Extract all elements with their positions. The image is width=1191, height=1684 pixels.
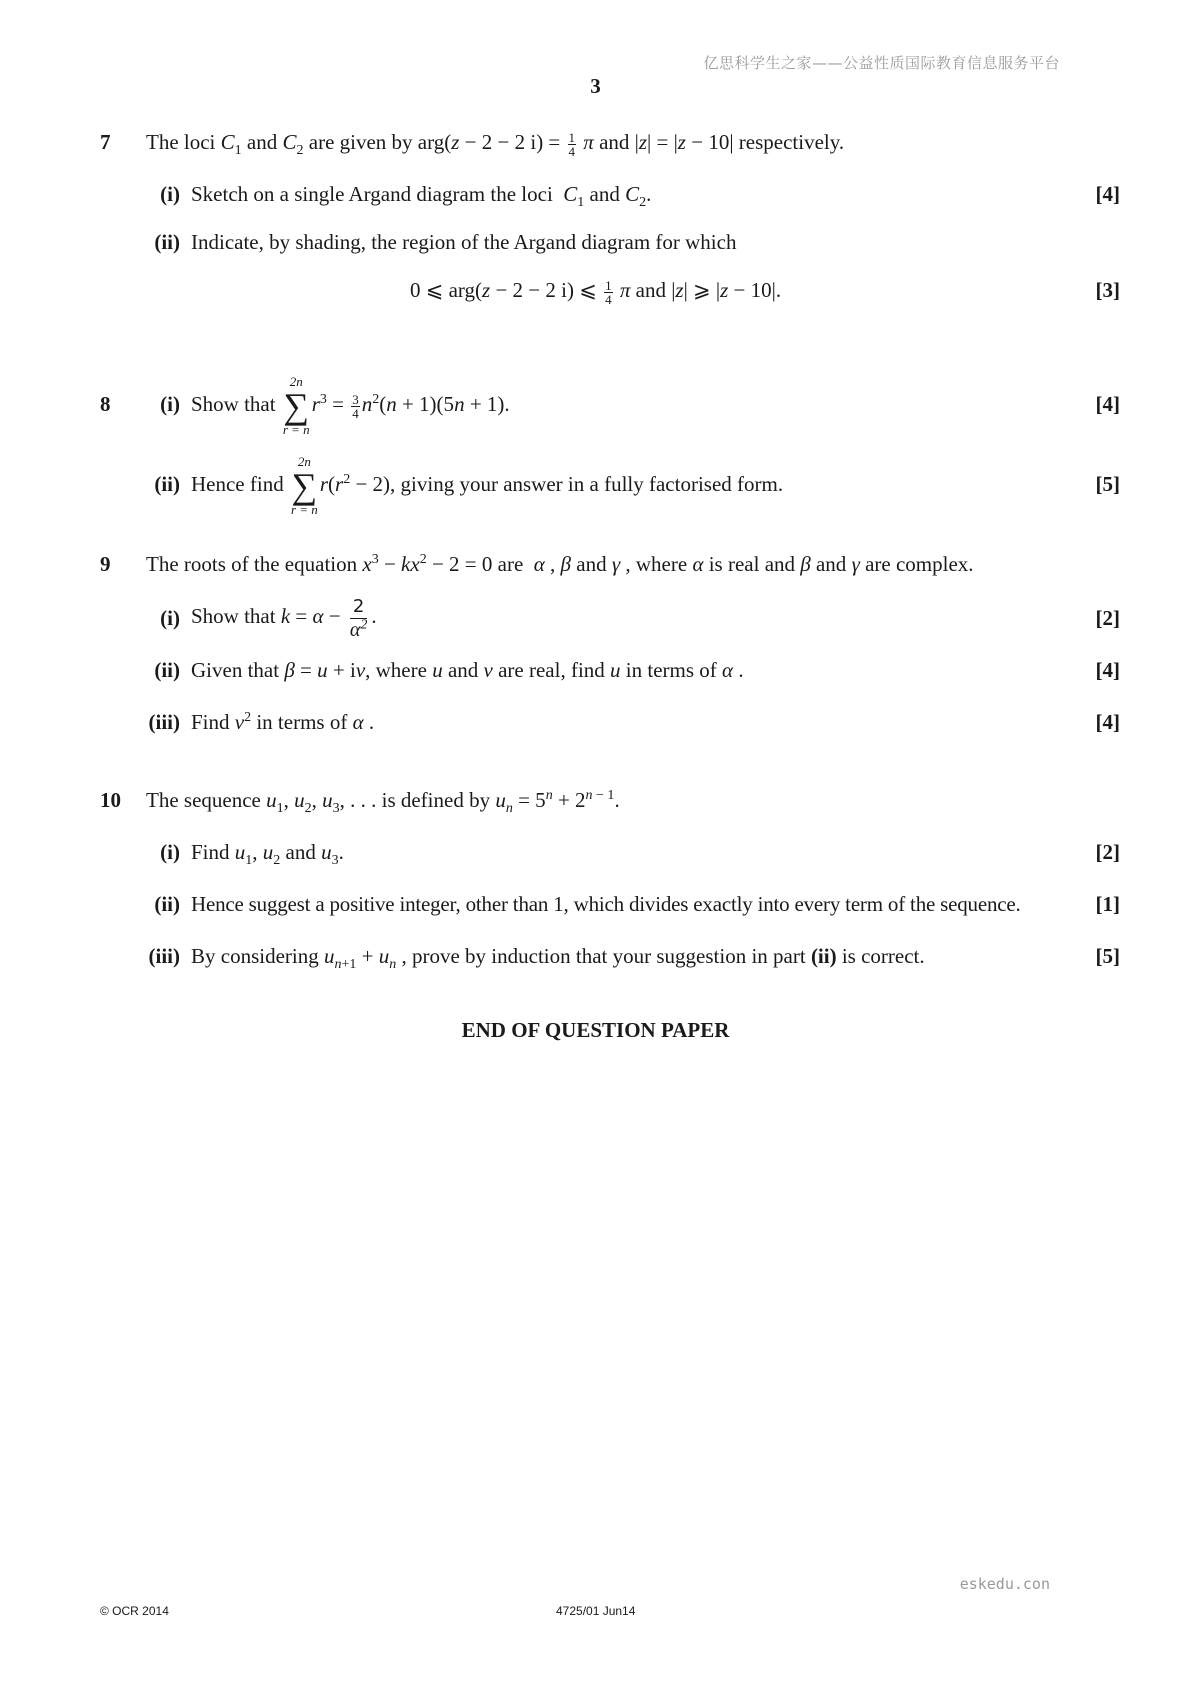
question-9-number: 9 <box>100 552 111 576</box>
question-10-part-ii-mark: [1] <box>1095 892 1120 916</box>
question-9-part-i-text: Show that k = α − $\frac{2}{\alpha^2}$ . <box>191 595 377 641</box>
question-7-stem: The loci $C_1$ and $C_2$ are given by arg(z − 2 − 2 i) = $\frac{1}{4}$ π and |z| = |z − 10| respectively. <box>146 129 845 159</box>
question-8-number: 8 <box>100 392 111 416</box>
footer-paper-code: 4725/01 Jun14 <box>556 1604 636 1618</box>
question-10-part-i-mark: [2] <box>1095 840 1120 864</box>
question-8-part-i-mark: [4] <box>1095 392 1120 416</box>
question-7-part-ii-mark: [3] <box>1095 278 1120 302</box>
question-10-part-iii-label: (iii) <box>148 944 180 968</box>
question-9-part-i-mark: [2] <box>1095 606 1120 630</box>
question-7-region-inequality: 0 ⩽ arg(z − 2 − 2 i) ⩽ $\frac{1}{4}$ π and |z| ⩾ |z − 10|. <box>410 277 782 307</box>
question-7-part-ii-label: (ii) <box>154 230 180 254</box>
question-10-part-ii-text: Hence suggest a positive integer, other than 1, which divides exactly into every term of the sequence. <box>191 892 1021 916</box>
question-10-stem: The sequence $u_1$, $u_2$, $u_3$, . . . is defined by $u_n = 5^n + 2^{n - 1}$. <box>146 788 620 817</box>
question-8-part-i-text: Show that 2n ∑ r = n $r^3$ = $\frac{3}{4}$ $n^2(n + 1)(5n + 1)$. <box>191 374 510 438</box>
footer-copyright: © OCR 2014 <box>100 1604 169 1618</box>
question-8-part-i-label: (i) <box>160 392 180 416</box>
question-7-number: 7 <box>100 130 111 154</box>
footer-site-watermark: eskedu.con <box>959 1575 1050 1593</box>
question-10-part-iii-text: By considering $u_{n+1} + u_n$ , prove by induction that your suggestion in part (ii) is correct. <box>191 944 925 973</box>
question-9-stem: The roots of the equation $x^3 - kx^2 - 2 = 0$ are α , β and γ , where α is real and β and γ are complex. <box>146 552 974 576</box>
question-8-part-ii-label: (ii) <box>154 472 180 496</box>
question-10-number: 10 <box>100 788 121 812</box>
question-9-part-iii-text: Find $v^2$ in terms of α . <box>191 710 375 734</box>
question-9-part-iii-mark: [4] <box>1095 710 1120 734</box>
question-10-part-ii-label: (ii) <box>154 892 180 916</box>
question-10-part-i-text: Find $u_1$, $u_2$ and $u_3$. <box>191 840 344 869</box>
question-10-part-iii-mark: [5] <box>1095 944 1120 968</box>
question-7-part-i-text: Sketch on a single Argand diagram the loci $C_1$ and $C_2$. <box>191 182 652 211</box>
page-number: 3 <box>590 74 601 98</box>
question-9-part-iii-label: (iii) <box>148 710 180 734</box>
question-9-part-ii-mark: [4] <box>1095 658 1120 682</box>
question-8-part-ii-mark: [5] <box>1095 472 1120 496</box>
question-9-part-i-label: (i) <box>160 606 180 630</box>
question-7-part-i-mark: [4] <box>1095 182 1120 206</box>
end-of-paper-heading: END OF QUESTION PAPER <box>461 1018 730 1042</box>
question-9-part-ii-text: Given that β = u + iv, where u and v are real, find u in terms of α . <box>191 658 744 682</box>
question-9-part-ii-label: (ii) <box>154 658 180 682</box>
question-10-part-i-label: (i) <box>160 840 180 864</box>
question-7-part-ii-text: Indicate, by shading, the region of the Argand diagram for which <box>191 230 737 254</box>
header-watermark: 亿思科学生之家——公益性质国际教育信息服务平台 <box>703 54 1060 72</box>
question-7-part-i-label: (i) <box>160 182 180 206</box>
question-8-part-ii-text: Hence find 2n ∑ r = n $r(r^2 - 2)$, giving your answer in a fully factorised form. <box>191 454 784 518</box>
